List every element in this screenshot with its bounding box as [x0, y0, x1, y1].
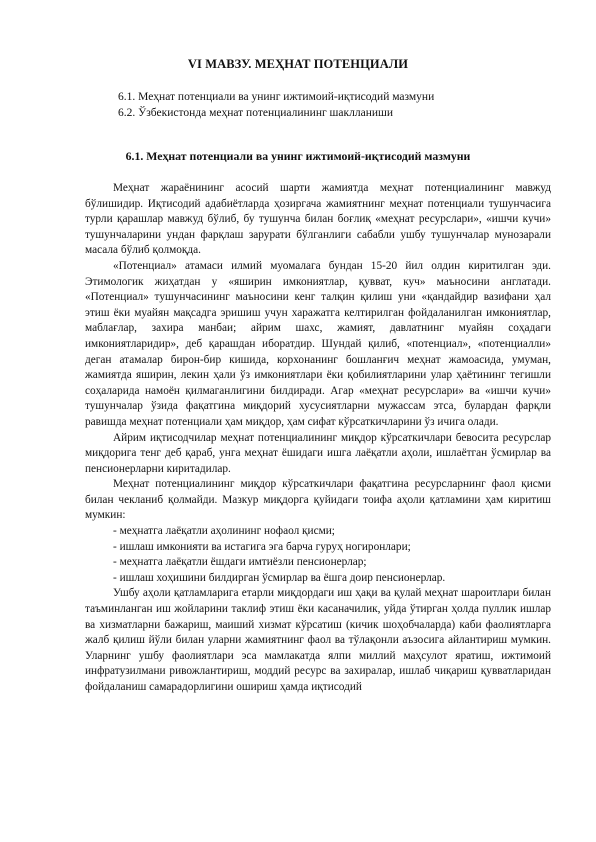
paragraph: Айрим иқтисодчилар меҳнат потенциалининг миқдор кўрсаткичлари бевосита ресурслар миқдорига тенг деб қараб, унга меҳнат ёшидаги ишга лаёқатли аҳоли, ишлаётган ўсмирлар ва пенсионерларни киритадилар.	[85, 431, 551, 475]
document-body	[85, 181, 551, 696]
table-of-contents	[118, 89, 434, 121]
page-title: VI МАВЗУ. МЕҲНАТ ПОТЕНЦИАЛИ	[187, 57, 409, 71]
paragraph: Ушбу аҳоли қатламларига етарли миқдордаги иш ҳақи ва қулай меҳнат шароитлари билан таъминланган иш жойларини таклиф этиш ёки касаначилик, уйда ўтирган ҳолда пуллик ишлар ва хизматларни бажариш, маиший хизмат кўрсатиш (кичик шоҳобчаларда) каби фаолиятларга жалб қилиш йўли билан уларни жамиятнинг фаол ва тўлақонли аъзосига айлантириш мумкин. Уларнинг ушбу фаолиятлари эса мамлакатда ялпи миллий маҳсулот яратиш, ижтимоий инфратузилмани ривожлантириш, моддий ресурс ва захиралар, ишлаб чиқариш қувватларидан фойдаланиш самарадорлигини ошириш ҳамда иқтисодий	[85, 587, 551, 693]
list-item: - ишлаш имконияти ва истагига эга барча гуруҳ ногиронлари;	[113, 540, 411, 553]
paragraph: Меҳнат жараёнининг асосий шарти жамиятда меҳнат потенциалининг мавжуд бўлишидир. Иқтисодий адабиётларда ҳозиргача жамиятнинг меҳнат потенциали тушунчасига турли қарашлар мавжуд бўлиб, бу тушунча билан боғлиқ «меҳнат ресурслари», «ишчи кучи» тушунчаларини ундан фарқлаш зарурати бўлганлиги сабабли ушбу тушунчалар мунозарали масала бўлиб қолмоқда.	[85, 182, 551, 257]
list-item: - меҳнатга лаёқатли ёшдаги имтиёзли пенсионерлар;	[113, 556, 367, 569]
list-item: - меҳнатга лаёқатли аҳолининг нофаол қисми;	[113, 525, 335, 538]
section-heading: 6.1. Меҳнат потенциали ва унинг ижтимоий-иқтисодий мазмуни	[125, 149, 471, 163]
toc-item: 6.2. Ўзбекистонда меҳнат потенциалининг шаклланиши	[118, 107, 394, 119]
paragraph: «Потенциал» атамаси илмий муомалага бундан 15-20 йил олдин киритилган эди. Этимологик жиҳатдан у «яширин имкониятлар, қувват, куч» маъносини англатади. «Потенциал» тушунчасининг маъносини кенг талқин қилиш уни «қандайдир вазифани ҳал этиш ёки муайян мақсадга эришиш учун харажатга келтирилган фойдаланилган имкониятлар, маблағлар, захира манбаи; айрим шахс, жамият, давлатнинг муайян соҳадаги имкониятларидир», деб қарашдан иборатдир. Шундай қилиб, «потенциал», «потенциалли» деган атамалар бирон-бир кишида, корхонанинг бошланғич меҳнат жамоасида, умуман, жамиятда яширин, лекин ҳали ўз имкониятлари ёки қобилиятларини улар ҳаётининг тегишли соҳаларида намоён қилмаганлигини билдиради. Агар «меҳнат ресурслари» ва «ишчи кучи» тушунчалар ўзида фақатгина миқдорий хусусиятларни мужассам этса, булардан фарқли равишда меҳнат потенциали ҳам миқдор, ҳам сифат кўрсаткичларини ўз ичига олади.	[85, 259, 551, 428]
paragraph: Меҳнат потенциалининг миқдор кўрсаткичлари фақатгина ресурсларнинг фаол қисми билан чекланиб қолмайди. Мазкур миқдорга қуйидаги тоифа аҳоли қатламини ҳам киритиш мумкин:	[85, 478, 551, 522]
list-item: - ишлаш хоҳишини билдирган ўсмирлар ва ёшга доир пенсионерлар.	[113, 571, 446, 584]
toc-item: 6.1. Меҳнат потенциали ва унинг ижтимоий-иқтисодий мазмуни	[118, 91, 435, 103]
